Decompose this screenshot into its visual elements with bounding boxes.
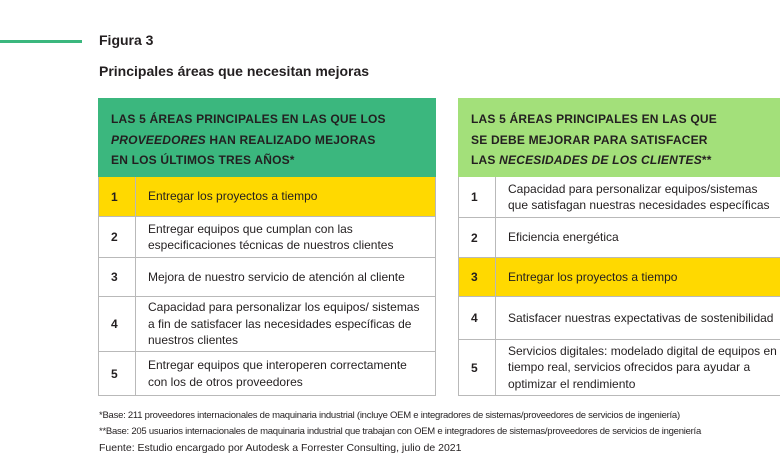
footnotes (99, 408, 701, 456)
header-text: HAN REALIZADO MEJORAS (205, 132, 376, 147)
table-header (98, 98, 436, 177)
table-row (458, 177, 780, 218)
customer-needs-table (458, 98, 780, 396)
rank-number: 1 (459, 177, 496, 217)
rank-number: 2 (99, 217, 136, 257)
table-row (458, 297, 780, 340)
header-line: LAS 5 ÁREAS PRINCIPALES EN LAS QUE (471, 112, 717, 126)
header-line (471, 150, 775, 171)
rank-number: 5 (99, 352, 136, 395)
rank-number: 1 (99, 177, 136, 216)
source-note: Fuente: Estudio encargado por Autodesk a Forrester Consulting, julio de 2021 (99, 442, 462, 454)
row-text: Entregar los proyectos a tiempo (148, 189, 318, 204)
header-emphasis: PROVEEDORES (111, 132, 206, 147)
header-emphasis: NECESIDADES DE LOS CLIENTES (499, 153, 702, 167)
row-text: Capacidad para personalizar equipos/sistemas que satisfagan nuestras necesidades específicas (508, 181, 770, 212)
table-row (98, 258, 436, 297)
rank-number: 3 (99, 258, 136, 296)
accent-line (0, 40, 82, 43)
table-row (98, 352, 436, 396)
row-text: Entregar los proyectos a tiempo (508, 269, 678, 284)
header-line: EN LOS ÚLTIMOS TRES AÑOS* (111, 153, 295, 167)
rank-number: 3 (459, 258, 496, 296)
footnote-base-providers: *Base: 211 proveedores internacionales de maquinaria industrial (incluye OEM e integradores de sistemas/proveedores de servicios de ingeniería) (99, 410, 680, 421)
figure-label: Figura 3 (99, 32, 154, 48)
header-text: LAS (471, 153, 500, 167)
table-row (98, 297, 436, 352)
providers-improvements-table (98, 98, 436, 396)
header-line: SE DEBE MEJORAR PARA SATISFACER (471, 132, 708, 147)
rank-number: 5 (459, 340, 496, 395)
row-text: Entregar equipos que interoperen correctamente con los de otros proveedores (148, 358, 407, 389)
header-suffix: ** (701, 153, 712, 167)
rank-number: 2 (459, 218, 496, 257)
rank-number: 4 (99, 297, 136, 351)
row-text: Capacidad para personalizar los equipos/ sistemas a fin de satisfacer las necesidades específicas de nuestros clientes (148, 300, 420, 348)
header-line (111, 130, 423, 151)
table-row (458, 340, 780, 396)
rank-number: 4 (459, 297, 496, 339)
row-text: Mejora de nuestro servicio de atención al cliente (148, 269, 405, 284)
footnote-base-users: **Base: 205 usuarios internacionales de maquinaria industrial que trabajan con OEM e integradores de sistemas/proveedores de servicios de ingeniería (99, 426, 701, 437)
table-row (98, 217, 436, 258)
figure-title: Principales áreas que necesitan mejoras (99, 63, 370, 79)
row-text: Entregar equipos que cumplan con las especificaciones técnicas de nuestros clientes (148, 221, 394, 252)
row-text: Eficiencia energética (508, 230, 619, 245)
table-header (458, 98, 780, 177)
table-row (458, 258, 780, 297)
header-line: LAS 5 ÁREAS PRINCIPALES EN LAS QUE LOS (111, 112, 386, 126)
row-text: Servicios digitales: modelado digital de equipos en tiempo real, servicios ofrecidos para ayudar a optimizar el rendimiento (508, 343, 777, 391)
table-row (458, 218, 780, 258)
row-text: Satisfacer nuestras expectativas de sostenibilidad (508, 310, 774, 325)
table-row (98, 177, 436, 217)
